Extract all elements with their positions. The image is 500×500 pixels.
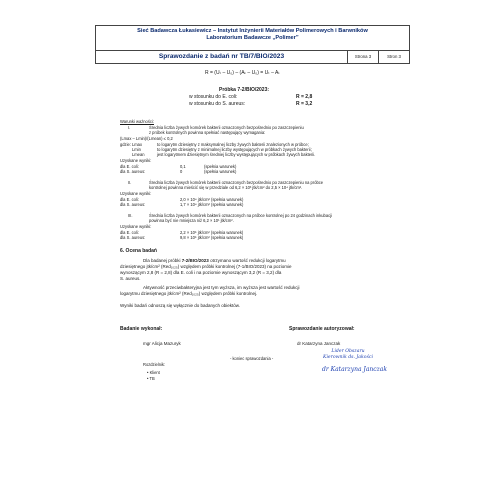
i-aureus-note: (spełnia warunek) (204, 169, 237, 174)
stamp-line-2: Kierownik ds. Jakości (323, 354, 373, 360)
ii-coli-value: 2,0 × 10⁴ jtk/cm² (spełnia warunek) (180, 197, 244, 202)
lmin-symbol: Lmin (132, 147, 141, 152)
ii-aureus-label: dla S. aureus: (120, 202, 146, 207)
obtained-results-iii: Uzyskane wyniki: (120, 224, 152, 229)
condition-i-number: I. (128, 125, 131, 130)
assessment-p2-line1: Aktywność przeciwbakteryjna jest tym wyższa, im wyższa jest wartość redukcji (143, 285, 300, 290)
iii-coli-label: dla E. coli: (120, 230, 139, 235)
laboratory-name: Laboratorium Badawcze „Polimer” (206, 35, 299, 41)
authorized-by-heading: Sprawozdanie autoryzował: (289, 326, 355, 332)
i-coli-label: dla E. coli: (120, 164, 139, 169)
reduction-formula: R = (Uₜ – U₀) – (Aₜ – U₀) = Uₜ – Aₜ (205, 70, 280, 76)
distribution-item: • TB (147, 376, 155, 381)
ii-coli-label: dla E. coli: (120, 197, 139, 202)
stamp-line-1: Lider Obszaru (331, 349, 365, 354)
i-aureus-value: 0 (180, 169, 183, 174)
i-aureus-label: dla S. aureus: (120, 169, 146, 174)
authorizer-name: dr Katarzyna Janczak (297, 341, 341, 346)
iii-aureus-label: dla S. aureus: (120, 235, 146, 240)
result-coli-value: R = 2,8 (296, 94, 313, 100)
assessment-heading: 6. Ocena badań (120, 248, 157, 254)
result-coli-label: w stosunku do E. coli: (189, 94, 238, 100)
result-aureus-value: R = 3,2 (296, 101, 313, 107)
authorization-stamp (313, 349, 383, 360)
result-aureus-label: w stosunku do S. aureus: (189, 101, 246, 107)
assessment-p1-line3: wynoszącym 2,8 (R = 2,8) dla E. coli i na poziomie wynoszącym 3,2 (R = 3,2) dla (120, 270, 282, 275)
lmean-symbol: Lmean (132, 152, 145, 157)
report-title: Sprawozdanie z badań nr TB/7/BIO/2023 (96, 51, 348, 63)
result-heading: Próbka 7-2/BIO/2023: (219, 87, 270, 93)
condition-i-text-1: Średnia liczba żywych komórek bakterii oznaczonych bezpośrednio po zaszczepieniu (149, 125, 304, 130)
condition-ii-number: II. (128, 180, 132, 185)
condition-iii-number: III. (128, 213, 133, 218)
institute-name: Sieć Badawcza Łukasiewicz – Instytut Inżynierii Materiałów Polimerowych i Barwników (137, 28, 368, 34)
assessment-scope-note: Wyniki badań odnoszą się wyłącznie do badanych obiektów. (120, 303, 241, 308)
condition-ii-text-2: kontrolnej powinna mieścić się w przedziale od 6,2 × 10³ jtk/cm² do 2,5 × 10⁴ jtk/cm². (149, 185, 303, 190)
sample-id: 7-2/BIO/2023 (181, 258, 209, 263)
performer-name: mgr Alicja Mazuryk (143, 341, 181, 346)
iii-aureus-value: 9,8 × 10⁵ jtk/cm² (spełnia warunek) (180, 235, 244, 240)
end-of-report: - koniec sprawozdania - (230, 356, 274, 361)
header-institute (96, 26, 409, 51)
lmean-definition: jest logarytmem dziesiętnym średniej liczby występujących w próbkach żywych bakterii. (157, 152, 316, 157)
report-header (95, 25, 410, 64)
assessment-p2-line2: logarytmu dziesiętnego jtk/cm² (Red₁₀₂₅) względem próbki kontrolnej. (120, 291, 258, 296)
page-number: Strona 3 (348, 51, 379, 63)
page-count: Stron 3 (387, 54, 401, 59)
condition-i-formula: (Lmax – Lmin)/(Lmean) ≤ 0,2 (120, 136, 173, 141)
assessment-p1-line2: dziesiętnego jtk/cm² (Red₁₀₂₅) względem próbki kontrolnej (7-1/BIO/2023) na poziomie (120, 264, 292, 269)
i-coli-value: 0,1 (180, 164, 186, 169)
obtained-results-i: Uzyskane wyniki: (120, 158, 152, 163)
obtained-results-ii: Uzyskane wyniki: (120, 191, 152, 196)
lmax-definition: to logarytm dziesiętny z maksymalnej liczby żywych bakterii znalezionych w próbce; (157, 142, 309, 147)
validity-heading: Warunki ważności: (120, 119, 154, 124)
ii-aureus-value: 1,7 × 10⁴ jtk/cm² (spełnia warunek) (180, 202, 244, 207)
iii-coli-value: 2,2 × 10⁵ jtk/cm² (spełnia warunek) (180, 230, 244, 235)
performed-by-heading: Badanie wykonał: (120, 326, 163, 332)
distribution-item: • Klient (147, 370, 160, 375)
handwritten-signature: dr Katarzyna Janczak (322, 366, 388, 373)
condition-i-text-2: z próbek kontrolnych powinna spełniać następujący wymagania: (149, 130, 266, 135)
where-label: gdzie: (120, 142, 131, 147)
lmin-definition: to logarytm dziesiętny z minimalnej liczby występujących w próbkach żywych bakterii; (157, 147, 312, 152)
condition-iii-text-2: powinna być nie mniejsza niż 6,2 × 10¹ jtk/cm². (149, 218, 234, 223)
distribution-heading: Rozdzielnik: (143, 362, 166, 367)
i-coli-note: (spełnia warunek) (204, 164, 237, 169)
assessment-p1-line4: S. aureus. (120, 276, 141, 281)
condition-ii-text-1: Średnia liczba żywych komórek bakterii oznaczonych bezpośrednio po zaszczepieniu na próbce (149, 180, 324, 185)
lmax-symbol: Lmax (132, 142, 143, 147)
assessment-p1-line1: Dla badanej próbki 7-2/BIO/2023 otrzymano wartość redukcji logarytmu (143, 258, 286, 263)
condition-iii-text-1: Średnia liczba żywych komórek bakterii oznaczonych na próbce kontrolnej po 24 godzinach inkubacji (149, 213, 332, 218)
